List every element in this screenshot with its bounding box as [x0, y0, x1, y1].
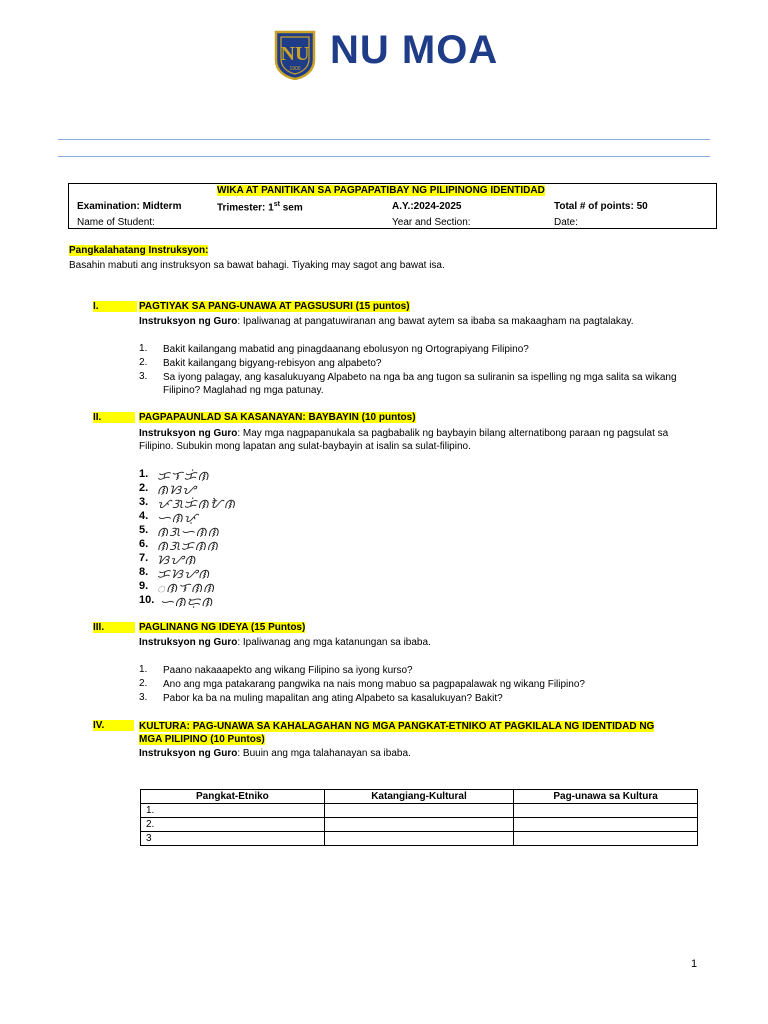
section-title: PAGLINANG NG IDEYA (15 Puntos): [139, 622, 306, 633]
baybayin-word: ᜐᜌᜈ: [157, 553, 197, 568]
section-number: IV.: [93, 720, 134, 731]
item-number: 3.: [139, 371, 148, 382]
section-instructions: Instruksyon ng Guro: Ipaliwanag at pangatuwiranan ang bawat aytem sa ibaba sa makaagham na pagtalakay.: [139, 316, 634, 327]
divider-line: [58, 156, 710, 157]
item-number: 1.: [139, 664, 148, 675]
svg-text:1900: 1900: [289, 66, 301, 72]
section-instructions: Instruksyon ng Guro: May mga nagpapanukala sa pagbabalik ng baybayin bilang alternatibong paraan ng pagsulat sa Filipino. Subukin mong lapatan ang sulat-baybayin at isalin sa sulat-filipino.: [139, 428, 669, 452]
table-cell[interactable]: [514, 804, 698, 818]
baybayin-word: ᜃᜎᜃᜒᜈ: [157, 469, 210, 484]
question-text: Ano ang mga patakarang pangwika na nais mong mabuo sa pagpapalawak ng wikang Filipino?: [163, 679, 585, 690]
table-cell[interactable]: [324, 818, 513, 832]
date-label: Date:: [554, 217, 578, 228]
baybayin-word: ᜑᜈᜉᜓ: [157, 511, 199, 526]
academic-year: A.Y.:2024-2025: [392, 201, 462, 212]
question-text: Bakit kailangang bigyang-rebisyon ang alpabeto?: [163, 358, 382, 369]
section-title: KULTURA: PAG-UNAWA SA KAHALAGAHAN NG MGA PANGKAT-ETNIKO AT PAGKILALA NG IDENTIDAD NG MGA PILIPINO (10 Puntos): [139, 721, 655, 745]
table-row: [141, 804, 698, 818]
baybayin-word: ᜀᜈᜎᜈᜈ: [157, 581, 216, 596]
baybayin-word: ᜃᜐᜌᜈ: [157, 567, 211, 582]
table-cell[interactable]: [324, 804, 513, 818]
table-header-row: [141, 790, 698, 804]
question-text: Bakit kailangang mabatid ang pinagdaanang ebolusyon ng Ortograpiyang Filipino?: [163, 344, 529, 355]
section-title: PAGPAPAUNLAD SA KASANAYAN: BAYBAYIN (10 puntos): [139, 412, 416, 423]
section-title: PAGTIYAK SA PANG-UNAWA AT PAGSUSURI (15 puntos): [139, 301, 410, 312]
column-header: Pangkat-Etniko: [141, 790, 325, 804]
item-number: 2.: [139, 357, 148, 368]
general-instructions-text: Basahin mabuti ang instruksyon sa bawat bahagi. Tiyaking may sagot ang bawat isa.: [69, 260, 445, 271]
item-number: 2.: [139, 482, 149, 494]
baybayin-word: ᜈᜐᜌ: [157, 483, 197, 498]
baybayin-word: ᜈᜄᜃᜈᜈ: [157, 539, 219, 554]
student-name-label: Name of Student:: [77, 217, 155, 228]
table-cell[interactable]: [324, 832, 513, 846]
table-cell[interactable]: [514, 832, 698, 846]
examination-label: Examination: Midterm: [77, 201, 182, 212]
item-number: 9.: [139, 580, 149, 592]
item-number: 5.: [139, 524, 149, 536]
item-number: 7.: [139, 552, 149, 564]
question-text: Sa iyong palagay, ang kasalukuyang Alpabeto na nga ba ang tugon sa suliranin sa ispelling ng mga salita sa wikang Filipino? Maglahad ng mga patunay.: [163, 372, 677, 396]
section-instructions: Instruksyon ng Guro: Ipaliwanag ang mga katanungan sa ibaba.: [139, 637, 431, 648]
item-number: 8.: [139, 566, 149, 578]
section-instructions: Instruksyon ng Guro: Buuin ang mga talahanayan sa ibaba.: [139, 748, 411, 759]
table-cell[interactable]: 1.: [141, 804, 325, 818]
question-text: Paano nakaaapekto ang wikang Filipino sa iyong kurso?: [163, 665, 413, 676]
total-points: Total # of points: 50: [554, 201, 648, 212]
item-number: 3.: [139, 692, 148, 703]
exam-title: WIKA AT PANITIKAN SA PAGPAPATIBAY NG PILIPINONG IDENTIDAD: [217, 185, 545, 196]
trimester-label: Trimester: 1st sem: [217, 201, 303, 214]
ethnic-group-table: [140, 789, 698, 846]
item-number: 1.: [139, 468, 149, 480]
item-number: 4.: [139, 510, 149, 522]
table-cell[interactable]: [514, 818, 698, 832]
section-number: I.: [93, 301, 137, 312]
section-number: II.: [93, 412, 135, 423]
baybayin-word: ᜈᜄᜑᜈᜈ: [157, 525, 220, 540]
item-number: 3.: [139, 496, 149, 508]
svg-text:NU: NU: [280, 43, 310, 65]
section-number: III.: [93, 622, 135, 633]
item-number: 10.: [139, 594, 155, 606]
item-number: 2.: [139, 678, 148, 689]
page-number: 1: [691, 958, 698, 970]
divider-line: [58, 139, 710, 140]
item-number: 6.: [139, 538, 149, 550]
baybayin-word: ᜉᜄᜃᜒᜈᜀᜈ: [157, 497, 236, 512]
general-instructions-heading: Pangkalahatang Instruksyon:: [69, 245, 209, 256]
baybayin-word: ᜑᜈᜇᜓᜈ: [160, 595, 214, 610]
year-section-label: Year and Section:: [392, 217, 471, 228]
table-row: [141, 832, 698, 846]
exam-header-table: [68, 183, 717, 229]
table-cell[interactable]: 3: [141, 832, 325, 846]
item-number: 1.: [139, 343, 148, 354]
nu-emblem-icon: [272, 30, 318, 80]
logo-text: NU MOA: [330, 28, 499, 72]
table-cell[interactable]: 2.: [141, 818, 325, 832]
table-row: [141, 818, 698, 832]
question-text: Pabor ka ba na muling mapalitan ang ating Alpabeto sa kasalukuyan? Bakit?: [163, 693, 503, 704]
column-header: Pag-unawa sa Kultura: [514, 790, 698, 804]
column-header: Katangiang-Kultural: [324, 790, 513, 804]
